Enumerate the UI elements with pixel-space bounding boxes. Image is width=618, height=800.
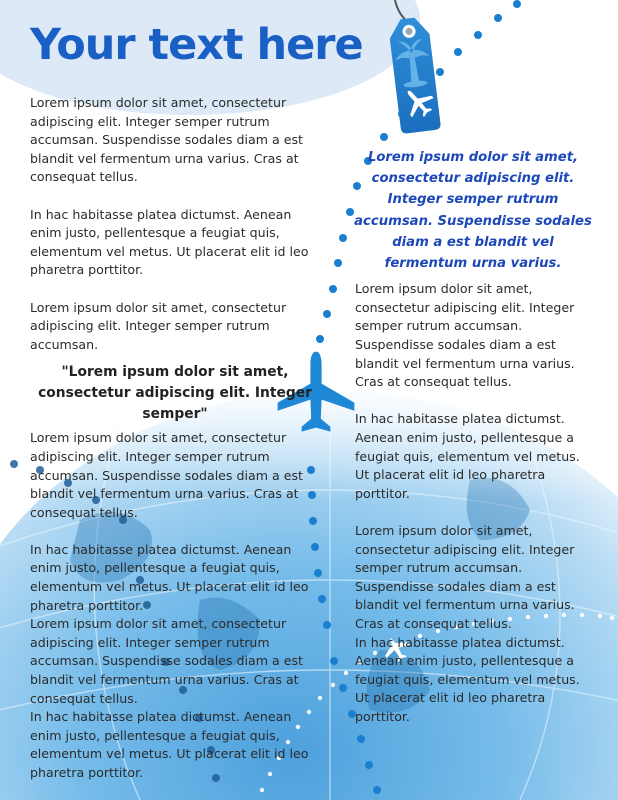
right-pull-quote: Lorem ipsum dolor sit amet, consectetur adipiscing elit. Integer semper rutrum accumsan. Suspendisse sodales diam a est blandit vel fermentum urna varius. [354,150,592,272]
left-paragraph-2: In hac habitasse platea dictumst. Aenean enim justo, pellentesque a feugiat quis, elementum vel metus. Ut placerat elit id leo pharetra porttitor. [30,206,309,278]
left-paragraph-1: Lorem ipsum dolor sit amet, consectetur adipiscing elit. Integer semper rutrum accumsan. Suspendisse sodales diam a est blandit vel fermentum urna varius. Cras at consequat tellus. [30,95,303,185]
left-paragraph-4: Lorem ipsum dolor sit amet, consectetur adipiscing elit. Integer semper rutrum accumsan. Suspendisse sodales diam a est blandit vel fermentum urna varius. Cras at consequat tellus. [30,430,303,520]
page-title: Your text here [30,20,363,70]
right-paragraph-2: In hac habitasse platea dictumst. Aenean enim justo, pellentesque a feugiat quis, elementum vel metus. Ut placerat elit id leo pharetra porttitor. [355,411,580,501]
left-paragraph-7: In hac habitasse platea dictumst. Aenean enim justo, pellentesque a feugiat quis, elementum vel metus. Ut placerat elit id leo pharetra porttitor. [30,709,309,780]
left-pull-quote: "Lorem ipsum dolor sit amet, consectetur adipiscing elit. Integer semper" [38,364,312,423]
left-paragraph-3: Lorem ipsum dolor sit amet, consectetur adipiscing elit. Integer semper rutrum accumsan. [30,299,287,352]
right-paragraph-1: Lorem ipsum dolor sit amet, consectetur adipiscing elit. Integer semper rutrum accumsan. Suspendisse sodales diam a est blandit vel fermentum urna varius. Cras at consequat tellus. [355,281,575,390]
left-paragraph-6: Lorem ipsum dolor sit amet, consectetur adipiscing elit. Integer semper rutrum accumsan. Suspendisse sodales diam a est blandit vel fermentum urna varius. Cras at consequat tellus. [30,616,303,706]
right-paragraph-4: In hac habitasse platea dictumst. Aenean enim justo, pellentesque a feugiat quis, elementum vel metus. Ut placerat elit id leo pharetra porttitor. [355,634,580,724]
right-column [355,147,593,726]
left-paragraph-5: In hac habitasse platea dictumst. Aenean enim justo, pellentesque a feugiat quis, elementum vel metus. Ut placerat elit id leo pharetra porttitor. [30,541,309,613]
left-column [30,94,320,783]
right-paragraph-3: Lorem ipsum dolor sit amet, consectetur adipiscing elit. Integer semper rutrum accumsan. Suspendisse sodales diam a est blandit vel fermentum urna varius. Cras at consequat tellus. [355,522,575,631]
